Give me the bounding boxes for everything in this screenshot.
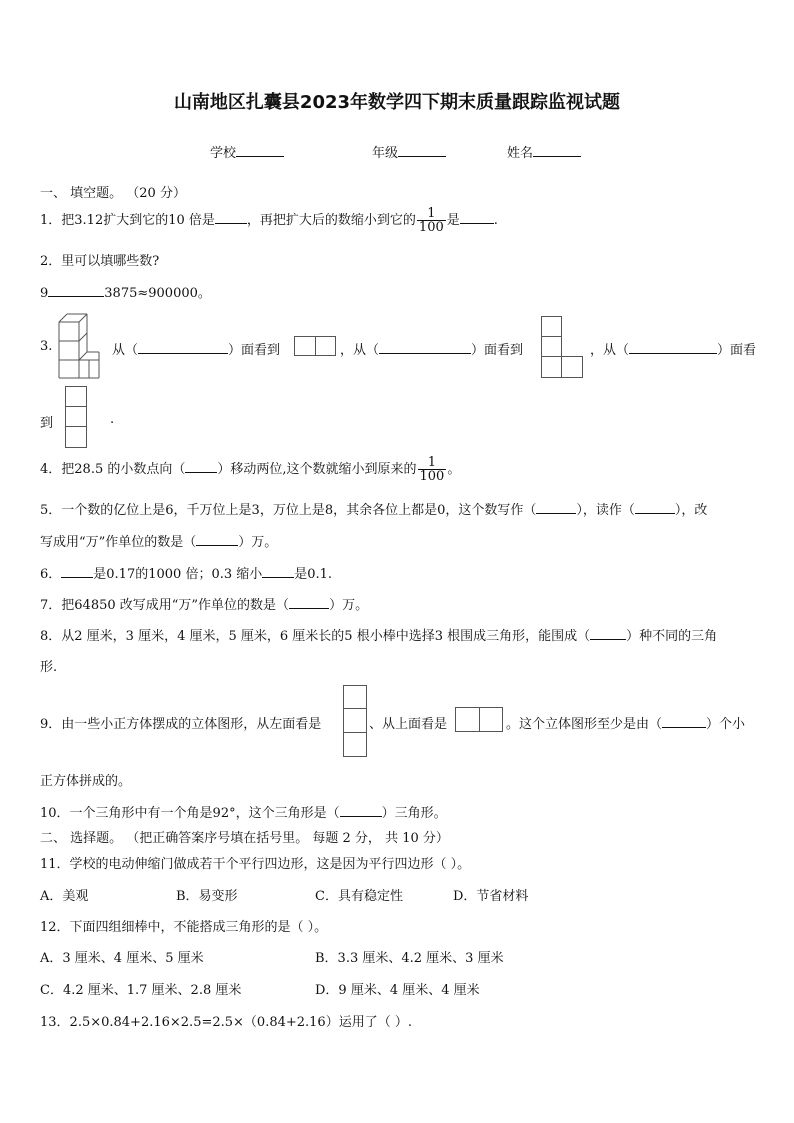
q3-blank-3[interactable] [629,341,717,354]
q5-text-c: ），改 [674,503,708,518]
q1-text-c: 是 [446,213,460,228]
grade-blank[interactable] [398,144,446,157]
q6-blank-1[interactable] [61,565,93,578]
q5-text-d: 写成用“万”作单位的数是（ [40,535,197,550]
q12-option-d[interactable]: D．9 厘米、4 厘米、4 厘米 [315,983,480,998]
q3-text-h: . [110,412,115,427]
q5-blank-1[interactable] [536,501,576,514]
q2-text-b1: 9 [40,286,49,301]
q4-blank[interactable] [185,460,217,473]
q6-text-b: 是0.17的1000 倍；0.3 缩小 [93,567,263,582]
q3-solid-figure [57,310,103,380]
q11-option-a[interactable]: A．美观 [40,889,89,904]
school-field [210,142,284,161]
section-heading-multiple-choice: 二、 选择题。 （把正确答案序号填在括号里。 每题 2 分， 共 10 分） [40,831,449,846]
q3-text-c: ，从（ [340,343,380,358]
q3-blank-2[interactable] [379,341,471,354]
q1-blank-2[interactable] [460,211,494,224]
question-9-text-b: 、从上面看是 [369,717,448,732]
q5-blank-3[interactable] [196,533,238,546]
q11-option-d[interactable]: D．节省材料 [453,889,529,904]
section-heading-fill-blank: 一、 填空题。 （20 分） [40,186,186,201]
q3-view-column [65,386,87,448]
q3-text-a: 从（ [112,343,139,358]
q12-option-a[interactable]: A．3 厘米、4 厘米、5 厘米 [40,951,204,966]
q1-text-d: . [493,213,498,228]
q1-fraction-denominator: 100 [418,220,444,235]
grade-field [372,142,446,161]
q3-view-two-squares [294,336,336,356]
question-2: 2．里可以填哪些数? [40,254,160,269]
q9-text-d: ）个小 [706,717,746,732]
q11-option-b[interactable]: B．易变形 [176,889,238,904]
q2-text-b2: 3875≈900000。 [104,286,211,301]
question-4 [40,456,460,483]
q10-text-b: ）三角形。 [381,806,447,821]
question-13: 13．2.5×0.84+2.16×2.5=2.5×（0.84+2.16）运用了（ ）. [40,1015,412,1030]
q8-text-a: 8．从2 厘米，3 厘米，4 厘米，5 厘米，6 厘米长的5 根小棒中选择3 根围成三角形，能围成（ [40,629,591,644]
q5-text-e: ）万。 [238,535,278,550]
q3-number: 3. [40,339,53,354]
question-9-line-end [506,713,745,732]
q4-fraction [418,456,447,483]
q9-blank[interactable] [662,715,706,728]
q4-text-b: ）移动两位,这个数就缩小到原来的 [217,462,417,477]
q6-blank-2[interactable] [262,565,294,578]
name-label: 姓名 [507,146,534,161]
q6-text-c: 是0.1. [294,567,333,582]
q12-option-b[interactable]: B．3.3 厘米、4.2 厘米、3 厘米 [315,951,504,966]
q2-blank[interactable] [48,284,104,297]
question-5-line-2 [40,531,277,550]
name-field [507,142,581,161]
q11-option-c[interactable]: C．具有稳定性 [315,889,403,904]
school-label: 学校 [210,146,237,161]
question-7 [40,594,368,613]
q7-text-a: 7．把64850 改写成用“万”作单位的数是（ [40,598,290,613]
q3-text-e: ，从（ [590,343,630,358]
q1-fraction-numerator: 1 [417,207,446,221]
q9-top-view [455,707,503,732]
question-8-line-2: 形. [40,660,58,675]
question-2-expression [40,282,211,301]
q5-text-a: 5．一个数的亿位上是6，千万位上是3，万位上是8，其余各位上都是0，这个数写作（ [40,503,537,518]
name-blank[interactable] [533,144,581,157]
question-11: 11．学校的电动伸缩门做成若干个平行四边形，这是因为平行四边形（ ）。 [40,857,471,872]
q4-text-a: 4．把28.5 的小数点向（ [40,462,186,477]
q1-text-b: ，再把扩大后的数缩小到它的 [246,213,416,228]
q7-blank[interactable] [289,596,329,609]
school-blank[interactable] [236,144,284,157]
q3-line-1 [112,339,280,358]
question-9-text-a: 9．由一些小正方体摆成的立体图形，从左面看是 [40,717,322,732]
q4-text-c: 。 [447,462,461,477]
question-6 [40,563,332,582]
grade-label: 年级 [372,146,399,161]
q3-text-f: ）面看 [717,343,757,358]
q3-text-d: ）面看到 [471,343,524,358]
question-8 [40,625,717,644]
q4-fraction-denominator: 100 [419,469,445,484]
q3-blank-1[interactable] [138,341,228,354]
q10-text-a: 10．一个三角形中有一个角是92°，这个三角形是（ [40,806,340,821]
q9-left-view [343,685,367,757]
q1-text-a: 1．把3.12扩大到它的10 倍是 [40,213,215,228]
q8-blank[interactable] [590,627,626,640]
q9-text-c: 。这个立体图形至少是由（ [506,717,663,732]
q3-text-g: 到 [40,416,54,431]
q3-line-2 [340,339,523,358]
question-9-line-2: 正方体拼成的。 [40,774,132,789]
q1-fraction [417,207,446,234]
q5-blank-2[interactable] [635,501,675,514]
q3-text-b: ）面看到 [228,343,281,358]
q5-text-b: ），读作（ [576,503,635,518]
q12-option-c[interactable]: C．4.2 厘米、1.7 厘米、2.8 厘米 [40,983,242,998]
q3-line-3 [590,339,756,358]
question-5 [40,499,707,518]
q7-text-b: ）万。 [329,598,369,613]
page-title: 山南地区扎囊县2023年数学四下期末质量跟踪监视试题 [173,92,621,113]
q10-blank[interactable] [340,804,382,817]
question-1 [40,207,498,234]
question-10 [40,802,447,821]
question-12: 12．下面四组细棒中，不能搭成三角形的是（ ）。 [40,920,328,935]
q4-fraction-numerator: 1 [418,456,447,470]
q1-blank-1[interactable] [215,211,247,224]
q6-text-a: 6． [40,567,62,582]
q3-view-l-shape [541,316,583,378]
q8-text-b: ）种不同的三角 [626,629,718,644]
